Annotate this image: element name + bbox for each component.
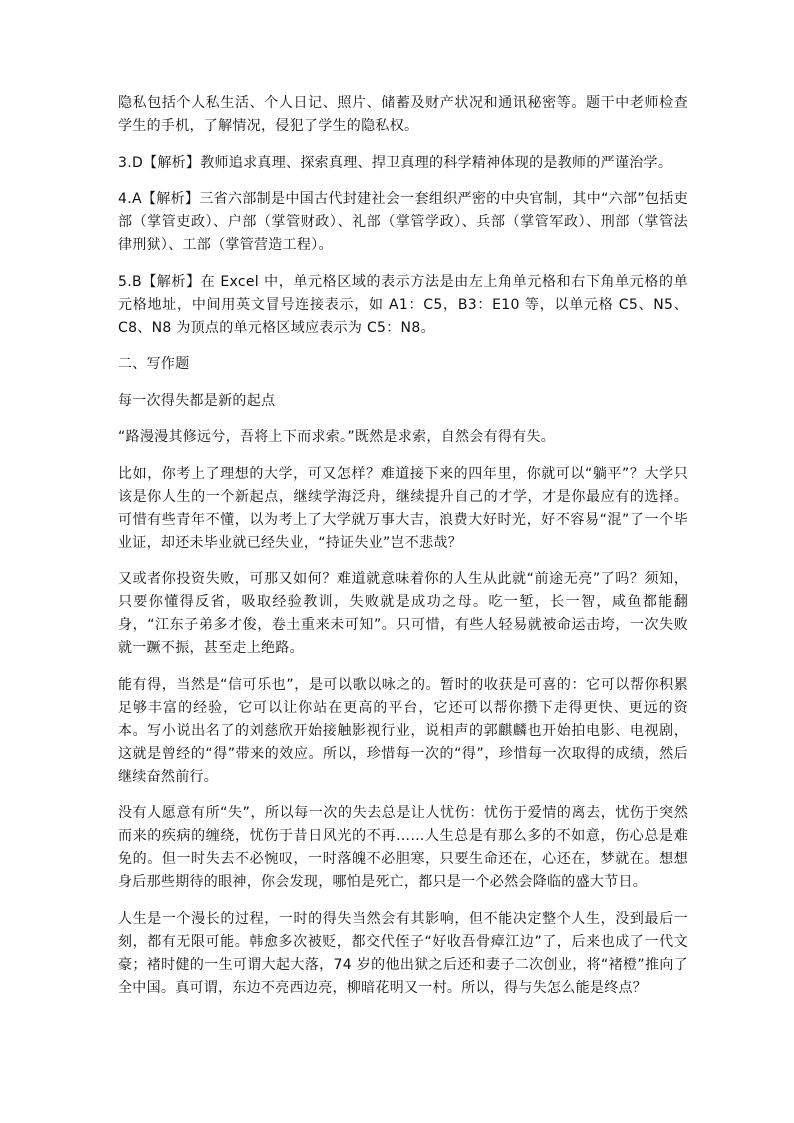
essay-paragraph: 又或者你投资失败，可那又如何？难道就意味着你的人生从此就“前途无亮”了吗？须知，只要你懂得反省，吸取经验教训，失败就是成功之母。吃一堑，长一智，咸鱼都能翻身，“江东子弟多才俊，卷土重来未可知”。只可惜，有些人轻易就被命运击垮，一次失败就一蹶不振，甚至走上绝路。	[118, 571, 688, 656]
document-page	[118, 92, 688, 1000]
essay-paragraph: 比如，你考上了理想的大学，可又怎样？难道接下来的四年里，你就可以“躺平”？大学只该是你人生的一个新起点，继续学海泛舟，继续提升自己的才学，才是你最应有的选择。可惜有些青年不懂，以为考上了大学就万事大吉，浪费大好时光，好不容易“混”了一个毕业证，却还未毕业就已经失业，“持证失业”岂不悲哉？	[118, 465, 688, 551]
essay-title: 每一次得失都是新的起点	[118, 392, 276, 409]
answer-3-explanation: 3.D【解析】教师追求真理、探索真理、捍卫真理的科学精神体现的是教师的严谨治学。	[118, 154, 673, 171]
essay-paragraph: “路漫漫其修远兮，吾将上下而求索。”既然是求索，自然会有得有失。	[118, 429, 556, 445]
essay-paragraph: 能有得，当然是“信可乐也”，是可以歌以咏之的。暂时的收获是可喜的：它可以帮你积累足够丰富的经验，它可以让你站在更高的平台，它还可以帮你攒下走得更快、更远的资本。写小说出名了的刘慈欣开始接触影视行业，说相声的郭麒麟也开始拍电影、电视剧，这就是曾经的“得”带来的效应。所以，珍惜每一次的“得”，珍惜每一次取得的成绩，然后继续奋然前行。	[118, 676, 688, 785]
privacy-explanation-paragraph: 隐私包括个人私生活、个人日记、照片、储蓄及财产状况和通讯秘密等。题干中老师检查学生的手机，了解情况，侵犯了学生的隐私权。	[118, 95, 688, 134]
essay-paragraph: 人生是一个漫长的过程，一时的得失当然会有其影响，但不能决定整个人生，没到最后一刻，都有无限可能。韩愈多次被贬，都交代侄子“好收吾骨瘴江边”了，后来也成了一代文豪；褚时健的一生可谓大起大落，74 岁的他出狱之后还和妻子二次创业，将“褚橙”推向了全中国。真可谓，东边不亮西边亮，柳暗花明又一村。所以，得与失怎么能是终点？	[118, 910, 688, 996]
answer-5-explanation: 5.B【解析】在 Excel 中，单元格区域的表示方法是由左上角单元格和右下角单元格的单元格地址，中间用英文冒号连接表示，如 A1：C5，B3：E10 等，以单元格 C5、N5、C8、N8 为顶点的单元格区域应表示为 C5：N8。	[118, 273, 688, 336]
answer-4-explanation: 4.A【解析】三省六部制是中国古代封建社会一套组织严密的中央官制，其中“六部”包括吏部（掌管吏政）、户部（掌管财政）、礼部（掌管学政）、兵部（掌管军政）、刑部（掌管法律刑狱）、工部（掌管营造工程）。	[118, 191, 688, 253]
section-heading-writing: 二、写作题	[118, 356, 190, 372]
essay-paragraph: 没有人愿意有所“失”，所以每一次的失去总是让人忧伤：忧伤于爱情的离去，忧伤于突然而来的疾病的缠绕，忧伤于昔日风光的不再……人生总是有那么多的不如意，伤心总是难免的。但一时失去不必惋叹，一时落魄不必胆寒，只要生命还在，心还在，梦就在。想想身后那些期待的眼神，你会发现，哪怕是死亡，都只是一个必然会降临的盛大节日。	[118, 805, 688, 890]
